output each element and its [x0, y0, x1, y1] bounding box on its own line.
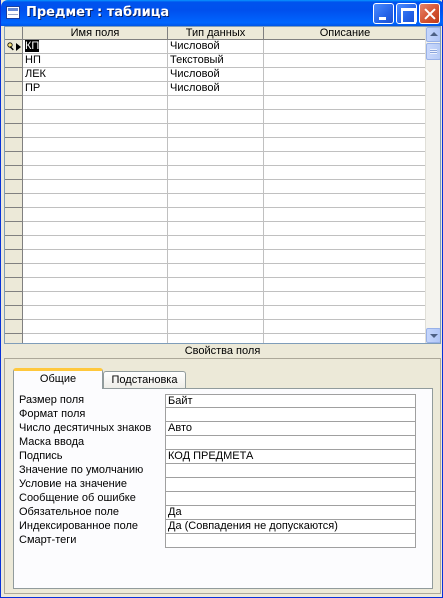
- table-icon: [6, 6, 20, 19]
- table-row[interactable]: [5, 54, 427, 68]
- empty-table-row[interactable]: [5, 124, 427, 138]
- row-selector[interactable]: [5, 222, 23, 236]
- window-title: Предмет : таблица: [26, 5, 170, 20]
- property-row: [19, 436, 417, 450]
- empty-table-row[interactable]: [5, 236, 427, 250]
- property-value-field[interactable]: Байт: [165, 394, 416, 408]
- row-selector[interactable]: [5, 40, 23, 54]
- tab-general[interactable]: Общие: [13, 368, 103, 389]
- empty-table-row[interactable]: [5, 264, 427, 278]
- empty-table-row[interactable]: [5, 306, 427, 320]
- empty-table-row[interactable]: [5, 250, 427, 264]
- table-row[interactable]: [5, 82, 427, 96]
- row-selector[interactable]: [5, 250, 23, 264]
- property-value-field[interactable]: [165, 478, 416, 492]
- table-row[interactable]: [5, 68, 427, 82]
- field-name-cell[interactable]: [23, 152, 168, 166]
- empty-table-row[interactable]: [5, 334, 427, 344]
- property-label: Число десятичных знаков: [19, 422, 152, 434]
- scroll-up-icon[interactable]: [426, 27, 441, 42]
- property-value-field[interactable]: [165, 492, 416, 506]
- data-type-cell[interactable]: [168, 222, 264, 236]
- empty-table-row[interactable]: [5, 278, 427, 292]
- property-value-field[interactable]: Авто: [165, 422, 416, 436]
- property-row: [19, 492, 417, 506]
- maximize-icon[interactable]: [396, 3, 417, 24]
- property-value-field[interactable]: КОД ПРЕДМЕТА: [165, 450, 416, 464]
- vertical-scrollbar[interactable]: [425, 27, 440, 343]
- field-name-cell[interactable]: [23, 40, 168, 54]
- data-type-cell[interactable]: Текстовый: [168, 54, 264, 68]
- description-cell[interactable]: [264, 264, 427, 278]
- column-header-field-name[interactable]: Имя поля: [23, 27, 168, 40]
- close-icon[interactable]: [419, 3, 440, 24]
- row-selector[interactable]: [5, 152, 23, 166]
- property-row: [19, 450, 417, 464]
- property-label: Смарт-теги: [19, 534, 77, 546]
- field-name-cell[interactable]: [23, 250, 168, 264]
- description-cell[interactable]: [264, 250, 427, 264]
- data-type-cell[interactable]: [168, 124, 264, 138]
- row-selector[interactable]: [5, 208, 23, 222]
- description-cell[interactable]: [264, 82, 427, 96]
- description-cell[interactable]: [264, 222, 427, 236]
- field-name-cell[interactable]: [23, 236, 168, 250]
- description-cell[interactable]: [264, 138, 427, 152]
- description-cell[interactable]: [264, 180, 427, 194]
- property-value-field[interactable]: [165, 436, 416, 450]
- property-row: [19, 394, 417, 408]
- property-label: Подпись: [19, 450, 63, 462]
- property-row: [19, 478, 417, 492]
- field-name-cell[interactable]: [23, 320, 168, 334]
- empty-table-row[interactable]: [5, 292, 427, 306]
- row-selector[interactable]: [5, 334, 23, 344]
- field-name-cell[interactable]: [23, 208, 168, 222]
- data-type-cell[interactable]: [168, 292, 264, 306]
- column-header-description[interactable]: Описание: [264, 27, 427, 40]
- primary-key-icon: [7, 42, 16, 51]
- scroll-thumb[interactable]: [426, 43, 441, 60]
- data-type-cell[interactable]: [168, 194, 264, 208]
- row-selector[interactable]: [5, 54, 23, 68]
- empty-table-row[interactable]: [5, 320, 427, 334]
- row-selector[interactable]: [5, 278, 23, 292]
- description-cell[interactable]: [264, 334, 427, 344]
- row-selector[interactable]: [5, 236, 23, 250]
- data-type-cell[interactable]: [168, 138, 264, 152]
- data-type-cell[interactable]: [168, 320, 264, 334]
- description-cell[interactable]: [264, 124, 427, 138]
- property-value-field[interactable]: [165, 408, 416, 422]
- row-selector[interactable]: [5, 292, 23, 306]
- property-value-field[interactable]: [165, 464, 416, 478]
- table-row[interactable]: [5, 40, 427, 54]
- property-label: Условие на значение: [19, 478, 128, 490]
- property-row: [19, 464, 417, 478]
- description-cell[interactable]: [264, 306, 427, 320]
- field-name-cell[interactable]: [23, 278, 168, 292]
- field-name-cell[interactable]: [23, 166, 168, 180]
- description-cell[interactable]: [264, 292, 427, 306]
- column-header-data-type[interactable]: Тип данных: [168, 27, 264, 40]
- field-name-cell[interactable]: [23, 110, 168, 124]
- empty-table-row[interactable]: [5, 152, 427, 166]
- title-bar[interactable]: [1, 0, 443, 26]
- description-cell[interactable]: [264, 96, 427, 110]
- property-label: Значение по умолчанию: [19, 464, 144, 476]
- data-type-cell[interactable]: [168, 278, 264, 292]
- property-row: [19, 506, 417, 520]
- data-type-cell[interactable]: [168, 166, 264, 180]
- empty-table-row[interactable]: [5, 166, 427, 180]
- row-selector[interactable]: [5, 68, 23, 82]
- field-name-cell[interactable]: [23, 138, 168, 152]
- row-selector[interactable]: [5, 138, 23, 152]
- field-name-cell[interactable]: [23, 334, 168, 344]
- property-label: Сообщение об ошибке: [19, 492, 136, 504]
- row-selector[interactable]: [5, 194, 23, 208]
- row-selector[interactable]: [5, 320, 23, 334]
- data-type-cell[interactable]: [168, 110, 264, 124]
- field-properties-area: [4, 358, 441, 594]
- data-type-cell[interactable]: Числовой: [168, 40, 264, 54]
- description-cell[interactable]: [264, 166, 427, 180]
- grid-header: [5, 27, 427, 40]
- property-row: [19, 534, 417, 548]
- field-name-cell[interactable]: [23, 306, 168, 320]
- property-label: Маска ввода: [19, 436, 85, 448]
- field-name-cell[interactable]: НП: [23, 54, 168, 68]
- row-selector[interactable]: [5, 166, 23, 180]
- scroll-down-icon[interactable]: [426, 328, 441, 343]
- row-selector[interactable]: [5, 124, 23, 138]
- row-pointer-icon: [16, 43, 21, 51]
- data-type-cell[interactable]: [168, 96, 264, 110]
- row-selector[interactable]: [5, 82, 23, 96]
- field-name-cell[interactable]: [23, 292, 168, 306]
- data-type-cell[interactable]: [168, 334, 264, 344]
- row-selector[interactable]: [5, 180, 23, 194]
- property-value-field[interactable]: Да (Совпадения не допускаются): [165, 520, 416, 534]
- description-cell[interactable]: [264, 152, 427, 166]
- field-name-cell[interactable]: [23, 180, 168, 194]
- property-label: Индексированное поле: [19, 520, 138, 532]
- field-name-cell[interactable]: [23, 222, 168, 236]
- field-name-cell[interactable]: [23, 264, 168, 278]
- field-name-cell[interactable]: [23, 124, 168, 138]
- empty-table-row[interactable]: [5, 180, 427, 194]
- empty-table-row[interactable]: [5, 138, 427, 152]
- selected-field-name: КП: [25, 40, 40, 52]
- row-selector[interactable]: [5, 96, 23, 110]
- description-cell[interactable]: [264, 110, 427, 124]
- field-name-cell[interactable]: ЛЕК: [23, 68, 168, 82]
- data-type-cell[interactable]: Числовой: [168, 68, 264, 82]
- field-name-cell[interactable]: [23, 96, 168, 110]
- description-cell[interactable]: [264, 68, 427, 82]
- property-label: Обязательное поле: [19, 506, 120, 518]
- description-cell[interactable]: [264, 278, 427, 292]
- field-name-cell[interactable]: [23, 194, 168, 208]
- field-design-grid: [4, 26, 441, 344]
- field-name-cell[interactable]: ПР: [23, 82, 168, 96]
- empty-table-row[interactable]: [5, 222, 427, 236]
- general-tab-panel: [13, 388, 433, 589]
- tab-lookup[interactable]: Подстановка: [103, 371, 186, 390]
- field-properties-label: Свойства поля: [184, 345, 261, 357]
- empty-table-row[interactable]: [5, 110, 427, 124]
- data-type-cell[interactable]: [168, 208, 264, 222]
- minimize-icon[interactable]: [373, 3, 394, 24]
- description-cell[interactable]: [264, 54, 427, 68]
- empty-table-row[interactable]: [5, 96, 427, 110]
- description-cell[interactable]: [264, 40, 427, 54]
- property-label: Формат поля: [19, 408, 86, 420]
- data-type-cell[interactable]: [168, 306, 264, 320]
- empty-table-row[interactable]: [5, 208, 427, 222]
- row-selector[interactable]: [5, 110, 23, 124]
- description-cell[interactable]: [264, 208, 427, 222]
- property-value-field[interactable]: Да: [165, 506, 416, 520]
- row-selector[interactable]: [5, 306, 23, 320]
- property-label: Размер поля: [19, 394, 85, 406]
- data-type-cell[interactable]: [168, 236, 264, 250]
- data-type-cell[interactable]: [168, 250, 264, 264]
- property-row: [19, 520, 417, 534]
- grid-corner[interactable]: [5, 27, 23, 40]
- data-type-cell[interactable]: [168, 180, 264, 194]
- row-selector[interactable]: [5, 264, 23, 278]
- property-row: [19, 422, 417, 436]
- property-value-field[interactable]: [165, 534, 416, 548]
- data-type-cell[interactable]: [168, 152, 264, 166]
- data-type-cell[interactable]: [168, 264, 264, 278]
- description-cell[interactable]: [264, 194, 427, 208]
- data-type-cell[interactable]: Числовой: [168, 82, 264, 96]
- empty-table-row[interactable]: [5, 194, 427, 208]
- property-row: [19, 408, 417, 422]
- description-cell[interactable]: [264, 236, 427, 250]
- description-cell[interactable]: [264, 320, 427, 334]
